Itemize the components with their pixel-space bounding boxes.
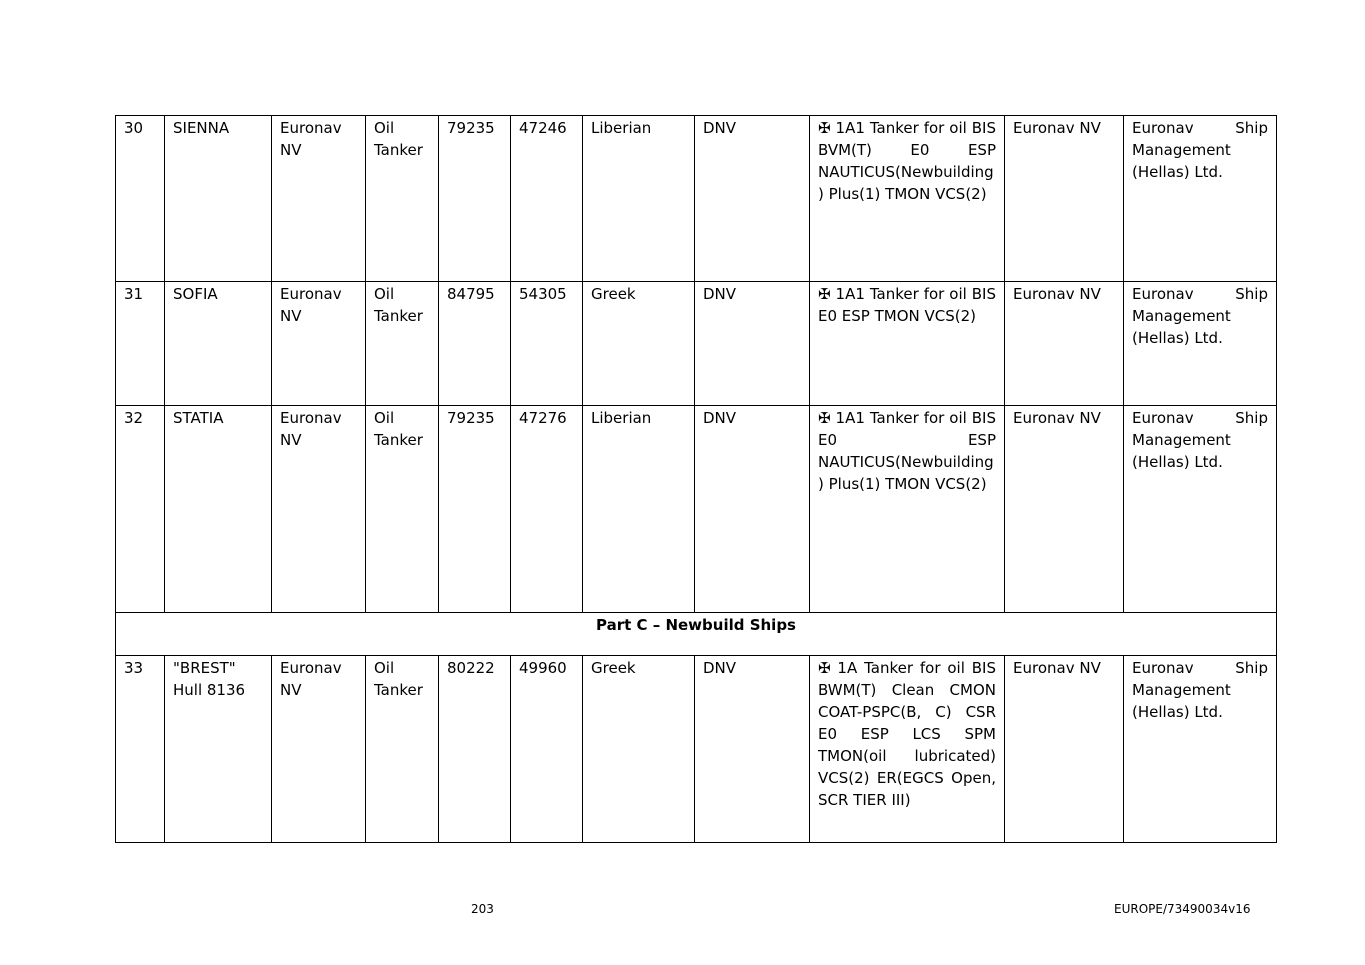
- dwt: 80222: [439, 656, 511, 843]
- ship-type: Oil Tanker: [366, 282, 439, 406]
- flag: Greek: [583, 282, 695, 406]
- gross-tonnage: 54305: [511, 282, 583, 406]
- manager: Euronav Ship Management (Hellas) Ltd.: [1124, 282, 1277, 406]
- row-number: 32: [116, 406, 165, 613]
- owner: Euronav NV: [272, 282, 366, 406]
- ship-type: Oil Tanker: [366, 406, 439, 613]
- manager: Euronav Ship Management (Hellas) Ltd.: [1124, 116, 1277, 282]
- ship-name: STATIA: [165, 406, 272, 613]
- flag: Liberian: [583, 116, 695, 282]
- dwt: 84795: [439, 282, 511, 406]
- row-number: 31: [116, 282, 165, 406]
- page-number: 203: [471, 902, 494, 916]
- ship-name: "BREST" Hull 8136: [165, 656, 272, 843]
- gross-tonnage: 47276: [511, 406, 583, 613]
- ship-name: SIENNA: [165, 116, 272, 282]
- class-notation: ✠ 1A1 Tanker for oil BIS E0 ESP NAUTICUS(Newbuilding) Plus(1) TMON VCS(2): [810, 406, 1005, 613]
- gross-tonnage: 47246: [511, 116, 583, 282]
- registered-owner: Euronav NV: [1005, 406, 1124, 613]
- ships-table: [115, 115, 1277, 843]
- ship-name: SOFIA: [165, 282, 272, 406]
- dwt: 79235: [439, 116, 511, 282]
- class-notation: ✠ 1A Tanker for oil BIS BWM(T) Clean CMON COAT-PSPC(B, C) CSR E0 ESP LCS SPM TMON(oil lubricated) VCS(2) ER(EGCS Open, SCR TIER III): [810, 656, 1005, 843]
- table-row: [116, 656, 1277, 843]
- registered-owner: Euronav NV: [1005, 656, 1124, 843]
- dwt: 79235: [439, 406, 511, 613]
- row-number: 33: [116, 656, 165, 843]
- section-heading: Part C – Newbuild Ships: [116, 613, 1277, 656]
- flag: Liberian: [583, 406, 695, 613]
- class-society: DNV: [695, 656, 810, 843]
- table-row: [116, 406, 1277, 613]
- section-row: [116, 613, 1277, 656]
- owner: Euronav NV: [272, 116, 366, 282]
- row-number: 30: [116, 116, 165, 282]
- class-society: DNV: [695, 282, 810, 406]
- ship-type: Oil Tanker: [366, 116, 439, 282]
- manager: Euronav Ship Management (Hellas) Ltd.: [1124, 656, 1277, 843]
- table-row: [116, 116, 1277, 282]
- owner: Euronav NV: [272, 406, 366, 613]
- owner: Euronav NV: [272, 656, 366, 843]
- registered-owner: Euronav NV: [1005, 116, 1124, 282]
- document-reference: EUROPE/73490034v16: [1114, 902, 1251, 916]
- gross-tonnage: 49960: [511, 656, 583, 843]
- manager: Euronav Ship Management (Hellas) Ltd.: [1124, 406, 1277, 613]
- class-society: DNV: [695, 116, 810, 282]
- ship-type: Oil Tanker: [366, 656, 439, 843]
- registered-owner: Euronav NV: [1005, 282, 1124, 406]
- flag: Greek: [583, 656, 695, 843]
- class-notation: ✠ 1A1 Tanker for oil BIS E0 ESP TMON VCS(2): [810, 282, 1005, 406]
- class-notation: ✠ 1A1 Tanker for oil BIS BVM(T) E0 ESP NAUTICUS(Newbuilding) Plus(1) TMON VCS(2): [810, 116, 1005, 282]
- table-row: [116, 282, 1277, 406]
- class-society: DNV: [695, 406, 810, 613]
